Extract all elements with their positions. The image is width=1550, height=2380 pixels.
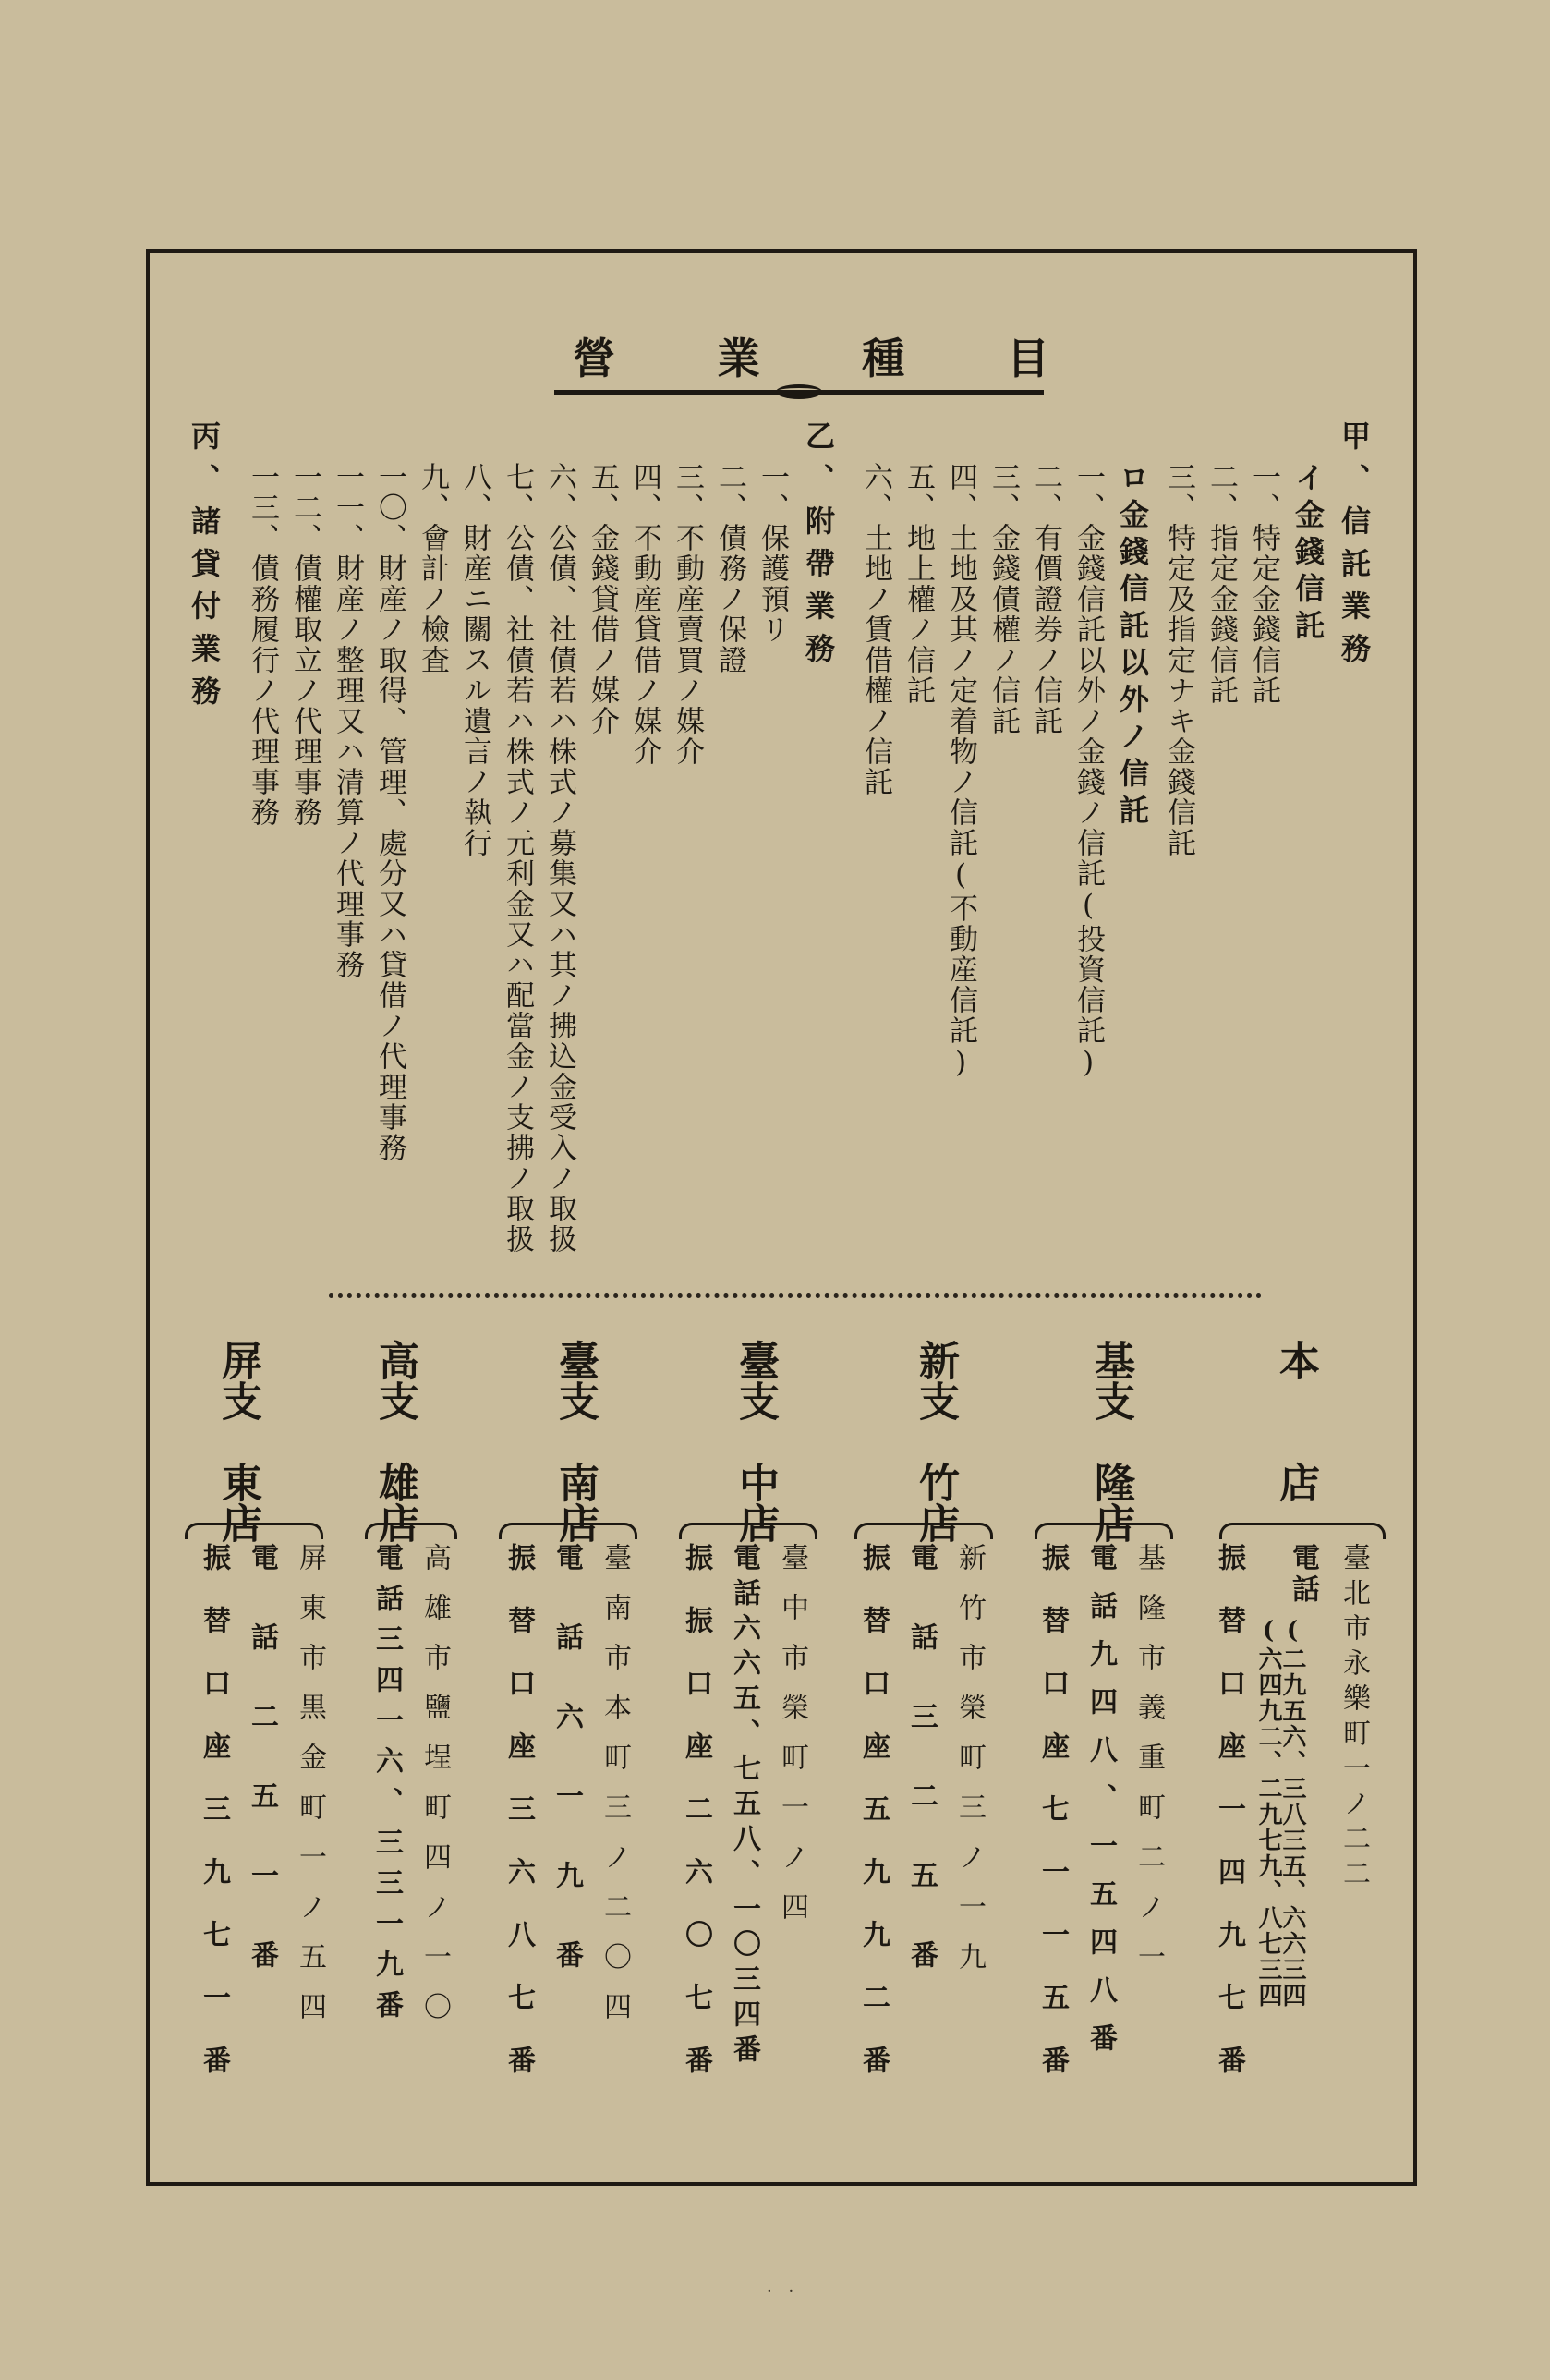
list-item: 六、土地ノ賃借權ノ信託 — [859, 462, 892, 797]
title-rule — [554, 390, 1044, 395]
branch-name: 中店 — [732, 1462, 779, 1543]
section-otsu-heading: 乙、附帶業務 — [801, 420, 836, 675]
list-item: 三、特定及指定ナキ金錢信託 — [1162, 462, 1195, 858]
list-item: 三、不動産賣買ノ媒介 — [671, 462, 704, 767]
branch-name: 雄店 — [371, 1462, 418, 1543]
list-item: 一二、債權取立ノ代理事務 — [288, 462, 321, 828]
branch-phone: 電話三四一六、三三一九番 — [370, 1543, 403, 2031]
branch-name: 東店 — [214, 1462, 261, 1543]
branch-name: 店 — [1272, 1462, 1319, 1502]
branch-phone-label: 電話 — [1287, 1543, 1319, 1606]
branch-phone: 電話九四八、一五四八番 — [1084, 1543, 1117, 2071]
brace — [679, 1523, 817, 1539]
branch-phone: 電話三二五番 — [905, 1543, 938, 2020]
branch-name: 南店 — [551, 1462, 599, 1543]
list-item: 四、不動産貸借ノ媒介 — [628, 462, 661, 767]
branch-account: 振替口座一四九七番 — [1213, 1543, 1245, 2108]
brace — [365, 1523, 457, 1539]
branch-phone: 電話六六五、七五八、一〇三四番 — [728, 1543, 760, 2070]
list-item: 一一、財産ノ整理又ハ清算ノ代理事務 — [331, 462, 364, 980]
list-item: 一、保護預リ — [756, 462, 789, 645]
list-item: 四、土地及其ノ定着物ノ信託(不動産信託) — [944, 462, 977, 1081]
list-item: 一三、債務履行ノ代理事務 — [246, 462, 279, 828]
list-item: 一、特定金錢信託 — [1247, 462, 1280, 706]
brace — [499, 1523, 637, 1539]
branch-address: 臺南市本町三ノ二〇四 — [599, 1543, 631, 2042]
title-char: 目 — [1006, 334, 1053, 383]
list-item: 五、地上權ノ信託 — [902, 462, 935, 706]
brace — [185, 1523, 323, 1539]
branch-name: 隆店 — [1087, 1462, 1134, 1543]
title-char: 營 — [573, 334, 619, 383]
list-item: 一〇、財産ノ取得、管理、處分又ハ貸借ノ代理事務 — [373, 462, 406, 1163]
branch-account: 振振口座二六〇七番 — [680, 1543, 712, 2108]
list-item: 一、金錢信託以外ノ金錢ノ信託(投資信託) — [1072, 462, 1105, 1081]
branch-address: 高雄市鹽埕町四ノ一〇 — [418, 1543, 451, 2042]
list-item: 二、指定金錢信託 — [1205, 462, 1238, 706]
branch-name: 基支 — [1087, 1340, 1134, 1421]
branch-name: 新支 — [912, 1340, 959, 1421]
branch-address: 新竹市榮町三ノ一九 — [953, 1543, 986, 1992]
list-item: 七、公債、社債若ハ株式ノ元利金又ハ配當金ノ支拂ノ取扱 — [501, 462, 534, 1255]
non-money-trust-heading: ロ金錢信託以外ノ信託 — [1115, 462, 1150, 832]
branch-name: 臺支 — [551, 1340, 599, 1421]
brace — [854, 1523, 993, 1539]
brace — [1035, 1523, 1173, 1539]
list-item: 二、債務ノ保證 — [713, 462, 746, 675]
list-item: 五、金錢貸借ノ媒介 — [586, 462, 619, 736]
branch-name: 竹店 — [912, 1462, 959, 1543]
branch-account: 振替口座七一一五番 — [1036, 1543, 1069, 2108]
brace — [1219, 1523, 1386, 1539]
branch-account: 振替口座三六八七番 — [503, 1543, 535, 2108]
branch-address: 臺中市榮町一ノ四 — [776, 1543, 808, 1942]
section-ko-heading: 甲、信託業務 — [1337, 420, 1372, 675]
money-trust-heading: イ金錢信託 — [1290, 462, 1326, 647]
title-char: 業 — [717, 334, 764, 383]
branch-address: 基隆市義重町二ノ一 — [1132, 1543, 1165, 1992]
branch-phone: 電話六一九番 — [551, 1543, 583, 2020]
page-mark: · · — [767, 2282, 800, 2301]
list-item: 八、財産ニ關スル遺言ノ執行 — [458, 462, 491, 858]
branch-address: 屏東市黒金町一ノ五四 — [294, 1543, 326, 2042]
branch-address: 臺北市永樂町一ノ二二 — [1338, 1543, 1370, 1894]
page-title — [573, 323, 1053, 388]
branch-account: 振替口座三九七一番 — [198, 1543, 230, 2108]
branch-name: 臺支 — [732, 1340, 779, 1421]
branch-phone: (二九五六、三八三五、六六三四 (六四九二、二九七九、八七三四 — [1254, 1617, 1306, 2009]
branch-name: 屏支 — [214, 1340, 261, 1421]
list-item: 九、會計ノ檢査 — [416, 462, 449, 675]
branch-name: 本 — [1272, 1340, 1319, 1445]
section-divider — [329, 1293, 1262, 1305]
section-hei-heading: 丙、諸貸付業務 — [187, 420, 222, 718]
branch-phone: 電話二五一番 — [246, 1543, 278, 2020]
branch-name: 高支 — [371, 1340, 418, 1421]
list-item: 二、有價證券ノ信託 — [1029, 462, 1062, 736]
list-item: 三、金錢債權ノ信託 — [987, 462, 1020, 736]
title-char: 種 — [862, 334, 909, 383]
branch-account: 振替口座五九九二番 — [857, 1543, 890, 2108]
list-item: 六、公債、社債若ハ株式ノ募集又ハ其ノ拂込金受入ノ取扱 — [543, 462, 576, 1255]
